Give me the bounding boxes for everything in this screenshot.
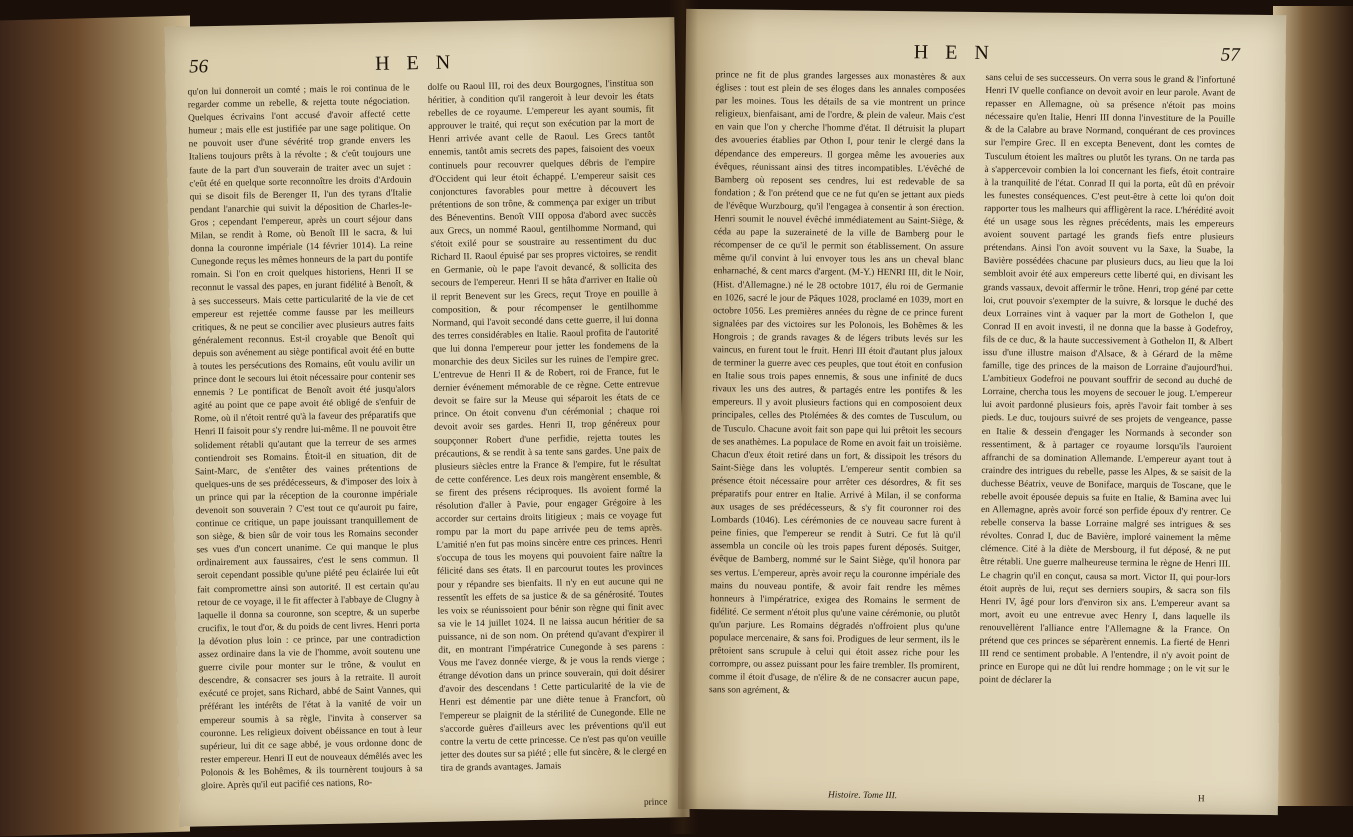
left-page	[164, 17, 689, 827]
text-column-2: sans celui de ses successeurs. On verra sous le grand & l'infortuné Henri IV quelle confiance on devoit avoir en leur parole. Avant de repasser en Allemagne, où sa présence n'étoit pas moins nécessaire qu'en Italie, Henri III donna l'investiture de la Pouille & de la Calabre au brave Normand, conquérant de ces provinces sur l'empire Grec. Il en excepta Benevent, dont les comtes de Tusculum étoient les maîtres ou plutôt les tyrans. On ne tarda pas à s'appercevoir combien la loi concernant les fiefs, étoit contraire à la tranquilité de l'état. Conrad II qui la porta, eût dû en prévoir les funestes conséquences. C'est peut-être à cette loi qu'on doit rapporter tous les malheurs qui affligèrent la race. L'hérédité avoit été un usage sous les règnes précédents, mais les empereurs avoient souvent partagé les grands fiefs entre plusieurs prétendans. Ainsi l'on avoit souvent vu la Saxe, la Suabe, la Bavière possédées chacune par plusieurs ducs, au lieu que la loi sembloit avoir été aux empereurs cette liberté qui, en divisant les grands vassaux, devoit affermir le trône. Henri, trop géné par cette loi, crut pouvoir s'exempter de la suivre, & lorsque le duché des deux Lorraines vint à vaquer par la mort de Gothelon I, que Conrad II en avoit investi, il ne donna que la basse à Godefroy, fils de ce duc, & la haute successivement à Gothelon II, & Albert issu d'une illustre maison d'Alsace, & à Gérard de la même famille, tige des princes de la maison de Lorraine d'aujourd'hui. L'ambitieux Godefroi ne pouvant souffrir de second au duché de Lorraine, chercha tous les moyens de secouer le joug. L'empereur lui avoit pardonné plusieurs fois, après l'avoir fait tomber à ses pieds. Le duc, toujours suivré de ses projets de vengeance, passe en Italie & dessein d'engager les Normands à seconder son ressentiment, & à partager ce royaume lorsqu'ils l'auroient affranchi de sa domination Allemande. L'empereur ayant tout à craindre des intrigues du rebelle, passe les Alpes, & se saisit de la duchesse Béatrix, veuve de Boniface, marquis de Toscane, que le rebelle avoit épousée depuis sa fuite en Italie, & Bamina avec lui en Allemagne, après avoir forcé son perfide époux d'y rentrer. Ce rebelle conserva la basse Lorraine malgré ses intrigues & ses révoltes. Conrad I, duc de Bavière, imploré vainement la même clémence. Cité à la diète de Mersbourg, il fut déposé, & ne put être rétabli. Une guerre malheureuse termina le règne de Henri III. Le chagrin qu'il en conçut, causa sa mort. Victor II, qui pour-lors étoit auprès de lui, reçut ses derniers soupirs, & sacra son fils Henri IV, âgé pour lors d'environ six ans. L'empereur avant sa mort, avoit eu une entrevue avec Henry I, dans laquelle ils renouvellèrent l'alliance entre l'Allemagne & la France. On prétend que ces princes se séparèrent ennemis. La fierté de Henri III rend ce sentiment probable. A l'entendre, il n'y avoit point de prince en Europe qui ne dût lui rendre hommage ; on le vit sur le point de déclarer la	[979, 73, 1236, 687]
book-edge-left	[0, 16, 190, 837]
text-column-1: prince ne fit de plus grandes largesses aux monastères & aux églises : tout est plein de ses éloges dans les annales composées par les moines. Tous les détails de sa vie montrent un prince religieux, bienfaisant, ami de l'ordre, & plein de valeur. Mais c'est en vain que l'on y cherche l'homme d'état. Il détruisit la plupart des avoueries établies par Othon I, pour tenir le clergé dans la dépendance des empereurs. Il gorgea même les avoueries aux évêques, réunissant ainsi des titres incompatibles. L'évêché de Bamberg où reposent ses cendres, lui est redevable de sa fondation ; & l'on prétend que ce ne fut qu'en se jettant aux pieds de l'évêque Wurzbourg, qu'il l'engagea à consentir à son érection. Henri soumit le nouvel évêché immédiatement au Saint-Siège, & céda au pape la suzeraineté de la ville de Bamberg pour le récompenser de ce qu'il le permit son établissement. On assure même qu'il convint à lui envoyer tous les ans un cheval blanc enharnaché, & cent marcs d'argent. (M-Y.) HENRI III, dit le Noir, (Hist. d'Allemagne.) né le 28 octobre 1017, élu roi de Germanie en 1026, sacré le jour de Pâques 1028, proclamé en 1039, mort en octobre 1056. Les premières années du règne de ce prince furent signalées par des victoires sur les Polonois, les Bohêmes & les Hongrois ; de grands ravages & de légers tributs levés sur les vaincus, en furent tout le fruit. Henri III étoit d'autant plus jaloux de terminer la guerre avec ces peuples, que tout étoit en confusion en Italie sous trois papes ennemis, & sous une infinité de ducs rivaux les uns des autres, & partagés entre les pontifes & les empereurs. Il y avoit plusieurs factions qui en composoient deux principales, celles des Ptolémées & des comtes de Tusculum, ou de Tusculo. Chacune avoit fait son pape qui lui prêtoit les secours de ses anathèmes. La populace de Rome en avoit fait un troisième. Chacun d'eux étoit retiré dans un fort, & dissipoit les trésors du Saint-Siège dans les voluptés. L'empereur sentit combien sa présence étoit nécessaire pour arrêter ces désordres, & fit ses préparatifs pour entrer en Italie. Arrivé à Milan, il se conforma aux usages de ses prédécesseurs, & s'y fit couronner roi des Lombards (1046). Les cérémonies de ce nouveau sacre furent à peine finies, que l'empereur se rendit à Sutri. Ce fut là qu'il assembla un concile où les trois papes furent déposés. Suitger, évêque de Bamberg, nommé sur le Saint Siège, qu'il honora par ses vertus. L'empereur, après avoir reçu la couronne impériale des mains du nouveau pontife, & avoir fait rendre les mêmes honneurs à l'impératrice, exigea des Romains le serment de fidélité. Ce serment n'étoit plus qu'une vaine cérémonie, ou plutôt qu'un parjure. Les Romains dégradés n'offroient plus qu'une populace mercenaire, & sans foi. Prodigues de leur serment, ils le prêtoient sans scrupule à celui qui étoit assez riche pour les corrompre, ou assez puissant pour les faire trembler. Ils promirent, comme il étoit d'usage, de n'élire & de ne consacrer aucun pape, sans son agrément, &	[709, 70, 966, 697]
catchword: prince	[643, 797, 668, 808]
book-gutter	[668, 0, 698, 834]
text-column-2: dolfe ou Raoul III, roi des deux Bourgognes, l'institua son héritier, à condition qu'il rangeroit à leur devoir les états rebelles de ce royaume. L'empereur les ayant soumis, fit approuver le traité, qui reçut son exécution par la mort de Henri arrivée avant celle de Raoul. Les Grecs tantôt ennemis, tantôt amis secrets des papes, faisoient des voeux continuels pour recouvrer quelques débris de l'empire d'Occident qui leur étoit échappé. L'empereur saisit ces conjonctures favorables pour mettre à découvert les prétentions de son trône, & commença par exiger un tribut des Béneventins. Benoît VIII opposa d'abord avec succès aux Grecs, un nommé Raoul, gentilhomme Normand, qui s'étoit exilé pour se soustraire au ressentiment du duc Richard II. Raoul épuisé par ses propres victoires, se rendit en Germanie, où le pape l'avoit devancé, & sollicita des secours de l'empereur. Henri II se hâta d'arriver en Italie où il reprit Benevent sur les Grecs, reçut Troye en pouille à composition, & pour récompenser le gentilhomme Normand, qui l'avoit secondé dans cette guerre, il lui donna des terres considérables en Italie. Raoul profita de l'autorité que lui donna l'empereur pour jetter les fondemens de la monarchie des deux Siciles sur les ruines de l'empire grec. L'entrevue de Henri II & de Robert, roi de France, fut le dernier événement mémorable de ce règne. Cette entrevue devoit se faire sur la Meuse qui séparoit les états de ce prince. On étoit convenu d'un cérémonial ; chaque roi devoit avoir ses gardes. Henri II, trop généreux pour soupçonner Robert d'une perfidie, rejetta toutes les précautions, & se rendit à sa tente sans gardes. Une paix de plusieurs siècles entre la France & l'empire, fut le résultat de cette conférence. Les deux rois mangèrent ensemble, & se firent des présens réciproques. Ils avoient formé la résolution d'aller à Pavie, pour engager Grégoire à les accorder sur certains droits litigieux ; mais ce voyage fut rompu par la mort du pape arrivée peu de tems après. L'amitié n'en fut pas moins sincère entre ces princes. Henri s'occupa de tous les moyens qui pouvoient faire naître la félicité dans ses états. Il en parcourut toutes les provinces pour y répandre ses bienfaits. Il n'y en eut aucune qui ne ressentît les effets de sa justice & de sa générosité. Toutes les voix se réunissoient pour bénir son règne qui finit avec sa vie le 14 juillet 1024. Il ne laissa aucun héritier de sa puissance, ni de son nom. On prétend qu'avant d'expirer il dit, en montrant l'impératrice Cunegonde à ses parens : Vous me l'avez donnée vierge, & je vous la rends vierge ; étrange dévotion dans un prince souverain, qui doit désirer d'avoir des descendans ! Cette particularité de la vie de Henri est démentie par une diète tenue à Francfort, où l'empereur se plaignit de la stérilité de Cunegonde. Elle ne s'accorde guères d'ailleurs avec les préventions qu'il eut contre la vertu de cette princesse. Ce n'est pas qu'on veuille jetter des doutes sur sa piété ; elle fut sincère, & le clergé en tira de grands avantages. Jamais	[427, 78, 667, 774]
signature-mark: Histoire. Tome III.	[827, 790, 898, 802]
running-header: H E N	[374, 51, 457, 75]
text-column-1: qu'on lui donneroit un comté ; mais le roi continua de le regarder comme un rebelle, & rejetta toute négociation. Quelques écrivains l'ont accusé d'avoir affecté cette humeur ; mais elle est justifiée par une sage politique. On ne pouvoit user d'une sévérité trop grande envers les Italiens toujours prêts à la révolte ; & c'eût toujours une faute de la part d'un souverain de traiter avec un sujet : c'eût été en quelque sorte reconnoître les droits d'Ardouin qui se disoit fils de Berenger II, l'un des tyrans d'Italie pendant l'anarchie qui suivit la déposition de Charles-le-Gros ; cependant l'empereur, après un court séjour dans Milan, se rendit à Rome, où Benoît III le sacra, & lui donna la couronne impériale (14 février 1014). La reine Cunegonde reçus les mêmes honneurs de la part du pontife romain. Si l'on en croit quelques historiens, Henri II se reconnut le vassal des papes, en jurant fidélité à Benoît, & à ses successeurs. Mais cette particularité de la vie de cet empereur est rejettée comme fausse par les meilleurs critiques, & ne peut se concilier avec plusieurs autres faits généralement reconnus. Est-il croyable que Benoît qui depuis son avénement au siège pontifical avoit été en butte à toutes les persécutions des Romains, eût voulu avilir un prince dont le secours lui étoit nécessaire pour contenir ses ennemis ? Le pontificat de Benoît avoit été jusqu'alors agité au point que ce pape avoit été obligé de s'enfuir de Rome, où il n'étoit rentré qu'à la faveur des préparatifs que Henri II faisoit pour s'y rendre lui-même. Il ne pouvoit être solidement rétabli qu'autant que la terreur de ses armes contiendroit ses Romains. Étoit-il en situation, dit de Saint-Marc, de s'entêter des vaines prétentions de quelques-uns de ses prédécesseurs, & d'imposer des loix à un prince qui par la réception de la couronne impériale devenoit son souverain ? C'est tout ce qu'auroit pu faire, continue ce critique, un pape jouissant tranquillement de son siège, & bien sûr de voir tous les Romains seconder ses vues d'un concert unanime. Ce qui manque le plus ordinairement aux faussaires, c'est le sens commun. Il seroit cependant possible qu'une piété peu éclairée lui eût fait compromettre ainsi son autorité. Il est certain qu'au retour de ce voyage, il le fit affecter à l'abbaye de Clugny à laquelle il donna sa couronne, son sceptre, & un superbe crucifix, le tout d'or, & du poids de cent livres. Henri porta la dévotion plus loin : ce prince, par une contradiction assez ordinaire dans la vie de l'homme, avoit soutenu une guerre civile pour monter sur le trône, & voulut en descendre, & consacrer ses jours à la retraite. Il auroit exécuté ce projet, sans Richard, abbé de Saint Vannes, qui préférant les intérêts de l'état à la vanité de voir un empereur soumis à sa règle, l'invita à conserver sa couronne. Les religieux doivent obéissance en tout à leur supérieur, lui dit ce sage abbé, je vous ordonne donc de rester empereur. Henri II eut de nouveaux démêlés avec les Polonois & les Bohêmes, & ils tournèrent toujours à sa gloire. Après qu'il eut pacifié ces nations, Ro-	[187, 83, 423, 792]
page-number: 57	[1220, 44, 1240, 66]
page-number: 56	[188, 56, 209, 78]
right-page	[678, 9, 1286, 815]
catchword: H	[1197, 794, 1205, 805]
running-header: H E N	[913, 41, 995, 65]
